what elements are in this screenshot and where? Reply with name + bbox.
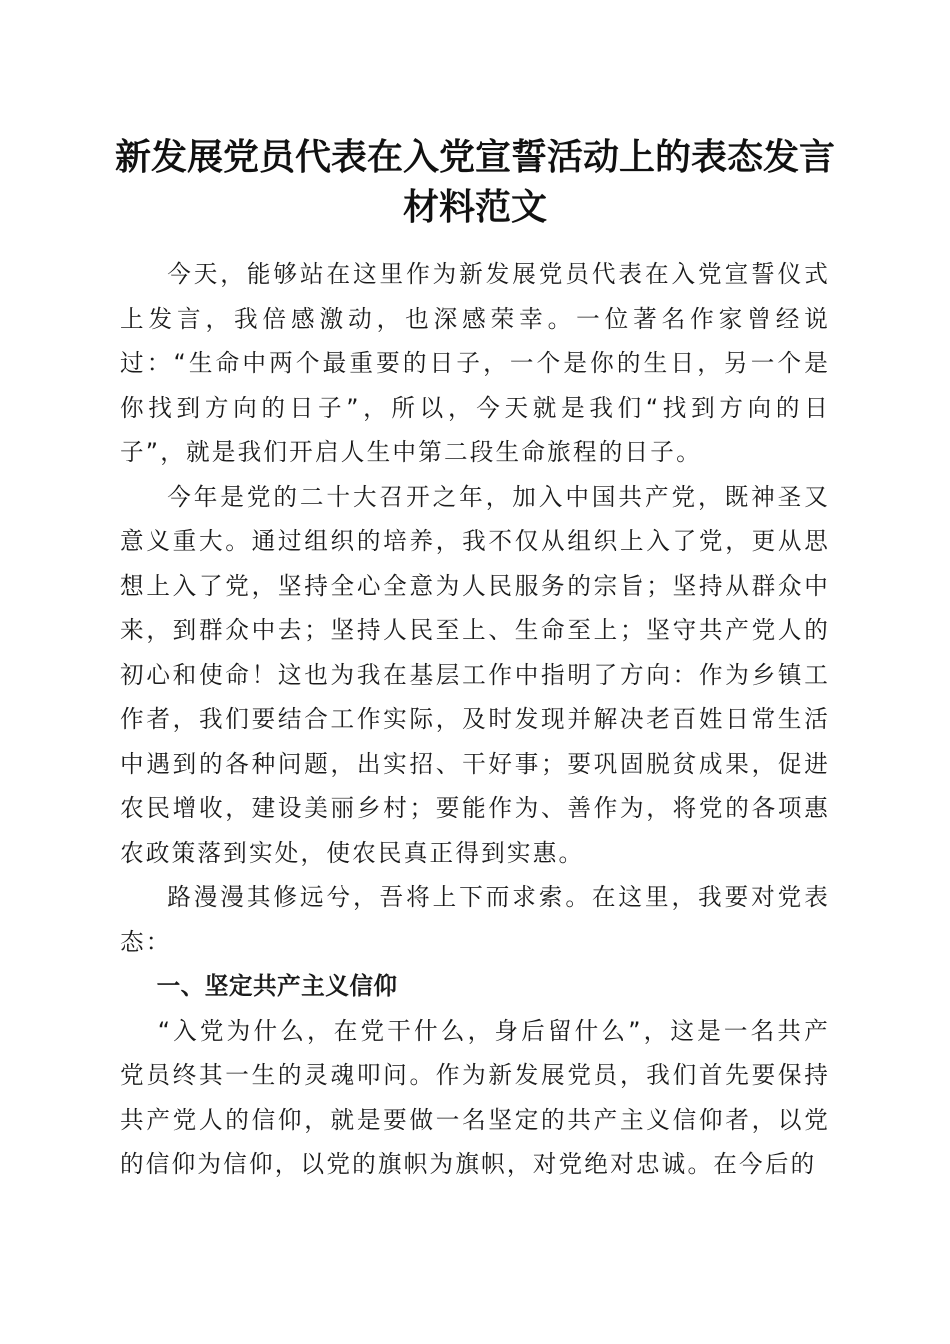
title-line-2: 材料范文 [402,186,547,228]
paragraph-pledge-intro: 路漫漫其修远兮，吾将上下而求索。在这里，我要对党表态： [120,883,830,956]
paragraph-opening: 今天，能够站在这里作为新发展党员代表在入党宣誓仪式上发言，我倍感激动，也深感荣幸。一位著名作家曾经说过：“生命中两个最重要的日子，一个是你的生日，另一个是你找到方向的日子”，所以，今天就是我们“找到方向的日子”，就是我们开启人生中第二段生命旅程的日子。 [120,260,830,466]
document-body [120,252,830,1187]
section-heading: 一、坚定共产主义信仰 [156,972,398,1000]
paragraph-party-congress: 今年是党的二十大召开之年，加入中国共产党，既神圣又意义重大。通过组织的培养，我不仅从组织上入了党，更从思想上入了党，坚持全心全意为人民服务的宗旨；坚持从群众中来，到群众中去；坚持人民至上、生命至上；坚守共产党人的初心和使命！这也为我在基层工作中指明了方向：作为乡镇工作者，我们要结合工作实际，及时发现并解决老百姓日常生活中遇到的各种问题，出实招、干好事；要巩固脱贫成果，促进农民增收，建设美丽乡村；要能作为、善作为，将党的各项惠农政策落到实处，使农民真正得到实惠。 [120,482,830,867]
paragraph-faith: “入党为什么，在党干什么，身后留什么”，这是一名共产党员终其一生的灵魂叩问。作为新发展党员，我们首先要保持共产党人的信仰，就是要做一名坚定的共产主义信仰者，以党的信仰为信仰，以党的旗帜为旗帜，对党绝对忠诚。在今后的 [120,1016,830,1178]
title-line-1: 新发展党员代表在入党宣誓活动上的表态发言 [114,136,835,178]
document-title [100,132,850,232]
